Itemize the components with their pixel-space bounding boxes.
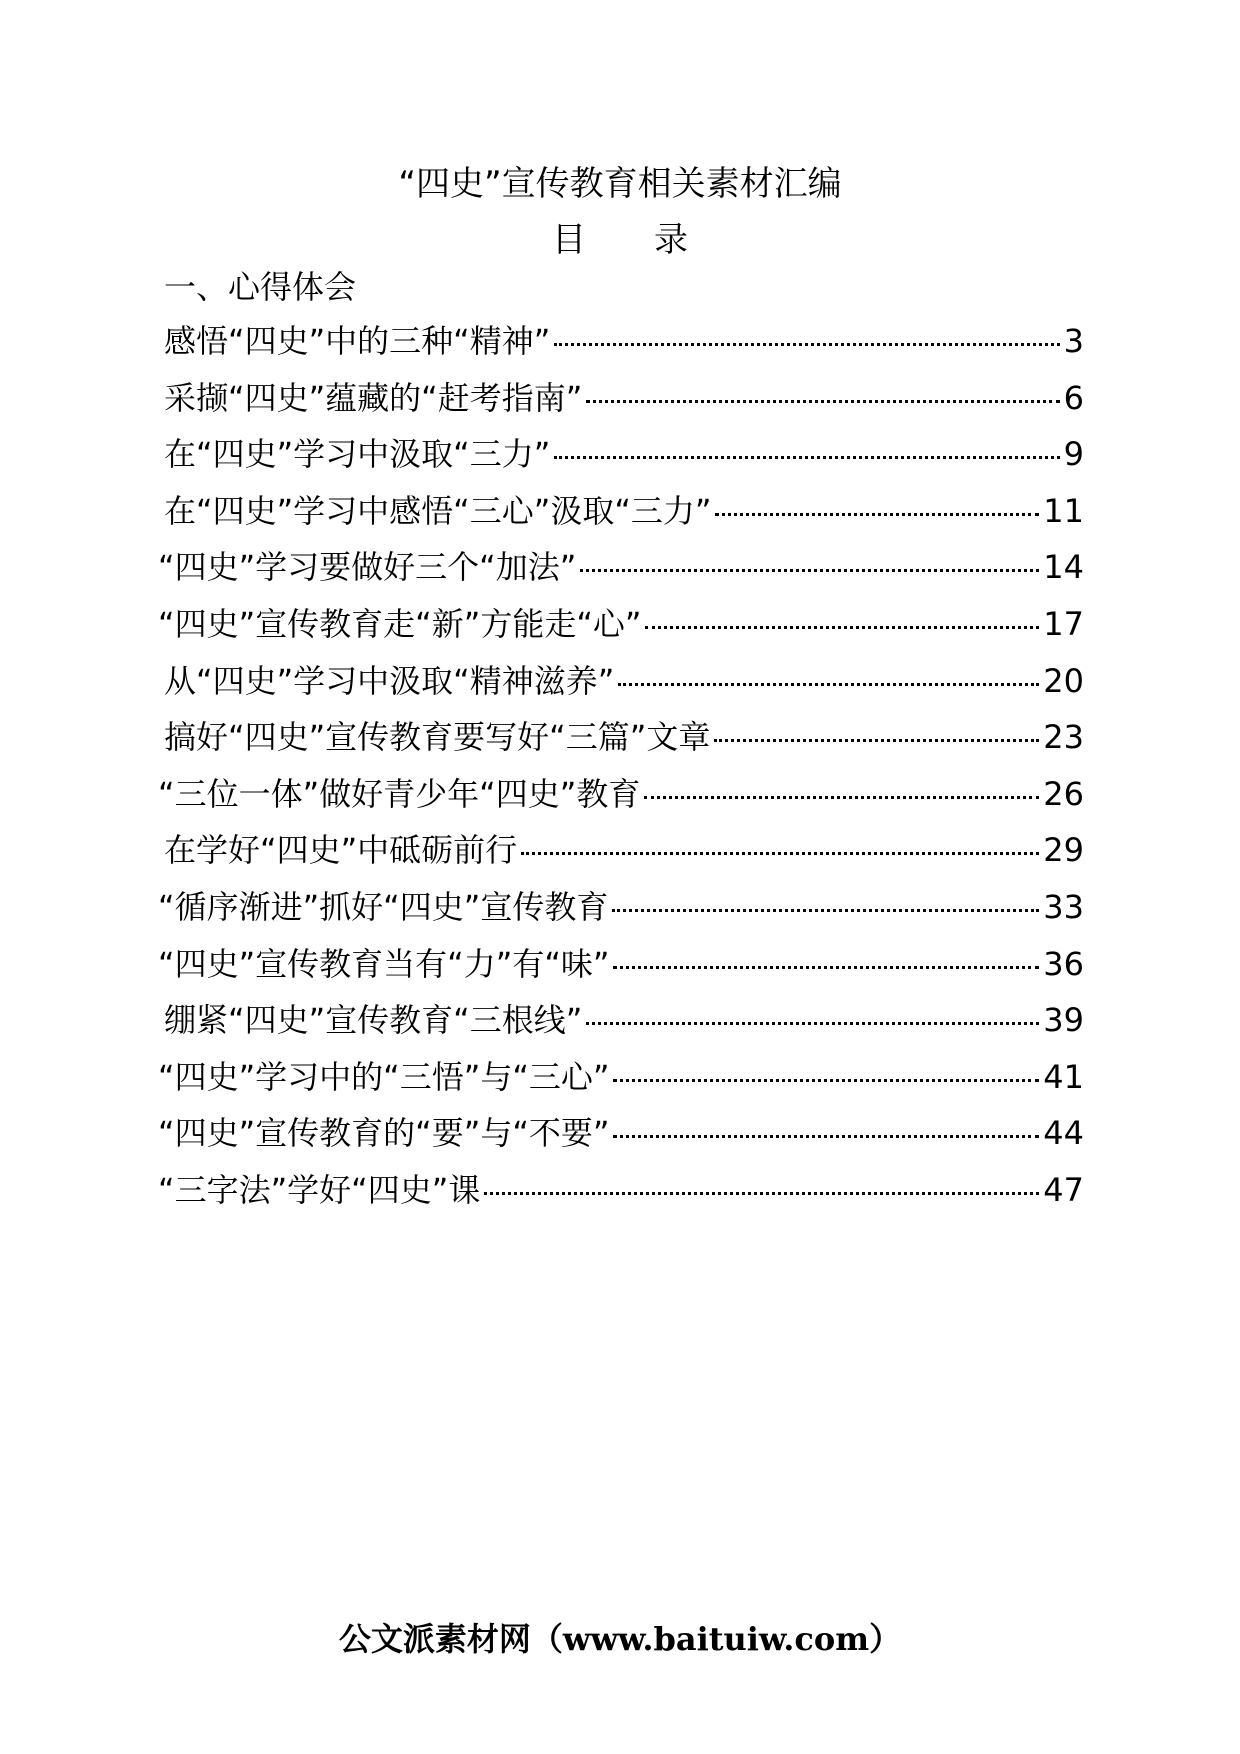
toc-entry-page: 6 <box>1063 378 1084 417</box>
toc-entry-page: 33 <box>1043 887 1084 926</box>
toc-entry-title: 在“四史”学习中感悟“三心”汲取“三力” <box>164 491 712 530</box>
toc-entry-page: 29 <box>1043 831 1084 870</box>
toc-entry-page: 3 <box>1063 322 1084 360</box>
toc-entry[interactable] <box>158 544 1084 601</box>
toc-heading-right: 录 <box>654 220 688 260</box>
toc-list <box>158 318 1084 1224</box>
toc-entry-title: 从“四史”学习中汲取“精神滋养” <box>164 661 615 700</box>
toc-entry[interactable] <box>164 714 1084 771</box>
toc-entry-title: “四史”学习要做好三个“加法” <box>158 548 577 587</box>
footer-watermark: 公文派素材网（www.baituiw.com） <box>338 1620 902 1658</box>
toc-entry-title: 采撷“四史”蕴藏的“赶考指南” <box>164 378 583 417</box>
toc-entry[interactable] <box>158 1110 1084 1167</box>
toc-entry[interactable] <box>164 488 1084 545</box>
toc-entry[interactable] <box>164 375 1084 432</box>
toc-heading-left: 目 <box>552 220 586 260</box>
toc-entry-page: 39 <box>1043 1001 1084 1040</box>
toc-entry[interactable] <box>164 827 1084 884</box>
toc-entry[interactable] <box>158 941 1084 998</box>
toc-entry-page: 17 <box>1043 604 1084 643</box>
dot-leader <box>554 456 1059 459</box>
section-heading: 一、心得体会 <box>164 268 357 306</box>
toc-entry-page: 44 <box>1043 1114 1084 1153</box>
toc-entry-page: 11 <box>1043 491 1084 530</box>
dot-leader <box>586 400 1059 403</box>
dot-leader <box>715 513 1039 516</box>
toc-entry[interactable] <box>164 318 1084 375</box>
dot-leader <box>613 1079 1039 1082</box>
dot-leader <box>521 852 1039 855</box>
toc-entry-title: 搞好“四史”宣传教育要写好“三篇”文章 <box>164 718 711 757</box>
toc-entry-title: “循序渐进”抓好“四史”宣传教育 <box>158 887 609 926</box>
toc-entry[interactable] <box>164 431 1084 488</box>
dot-leader <box>645 626 1039 629</box>
dot-leader <box>586 1022 1039 1025</box>
toc-entry[interactable] <box>158 601 1084 658</box>
toc-entry-page: 41 <box>1043 1057 1084 1096</box>
toc-entry[interactable] <box>164 997 1084 1054</box>
toc-entry[interactable] <box>158 771 1084 828</box>
toc-entry-title: “四史”宣传教育当有“力”有“味” <box>158 944 610 983</box>
toc-entry-page: 14 <box>1043 548 1084 587</box>
dot-leader <box>580 569 1039 572</box>
toc-entry[interactable] <box>158 884 1084 941</box>
toc-entry-page: 23 <box>1043 718 1084 757</box>
toc-entry[interactable] <box>158 1054 1084 1111</box>
toc-entry-title: “四史”学习中的“三悟”与“三心” <box>158 1057 610 1096</box>
toc-entry-title: 感悟“四史”中的三种“精神” <box>164 322 551 360</box>
dot-leader <box>714 739 1039 742</box>
toc-entry-page: 20 <box>1043 661 1084 700</box>
dot-leader <box>612 909 1039 912</box>
dot-leader <box>613 1135 1039 1138</box>
toc-heading <box>0 216 1240 264</box>
toc-entry-title: “三位一体”做好青少年“四史”教育 <box>158 774 641 813</box>
toc-entry-title: “四史”宣传教育的“要”与“不要” <box>158 1114 610 1153</box>
toc-entry-page: 26 <box>1043 774 1084 813</box>
toc-entry-page: 36 <box>1043 944 1084 983</box>
toc-entry[interactable] <box>158 1167 1084 1224</box>
toc-entry-title: 在学好“四史”中砥砺前行 <box>164 831 518 870</box>
dot-leader <box>554 343 1059 346</box>
toc-entry[interactable] <box>164 658 1084 715</box>
toc-entry-page: 9 <box>1063 435 1084 474</box>
toc-entry-page: 47 <box>1043 1170 1084 1209</box>
toc-entry-title: 在“四史”学习中汲取“三力” <box>164 435 551 474</box>
toc-entry-title: 绷紧“四史”宣传教育“三根线” <box>164 1001 583 1040</box>
toc-entry-title: “四史”宣传教育走“新”方能走“心” <box>158 604 642 643</box>
toc-entry-title: “三字法”学好“四史”课 <box>158 1170 481 1209</box>
dot-leader <box>613 966 1039 969</box>
dot-leader <box>484 1192 1039 1195</box>
dot-leader <box>644 796 1039 799</box>
dot-leader <box>618 683 1039 686</box>
document-title: “四史”宣传教育相关素材汇编 <box>398 164 842 204</box>
